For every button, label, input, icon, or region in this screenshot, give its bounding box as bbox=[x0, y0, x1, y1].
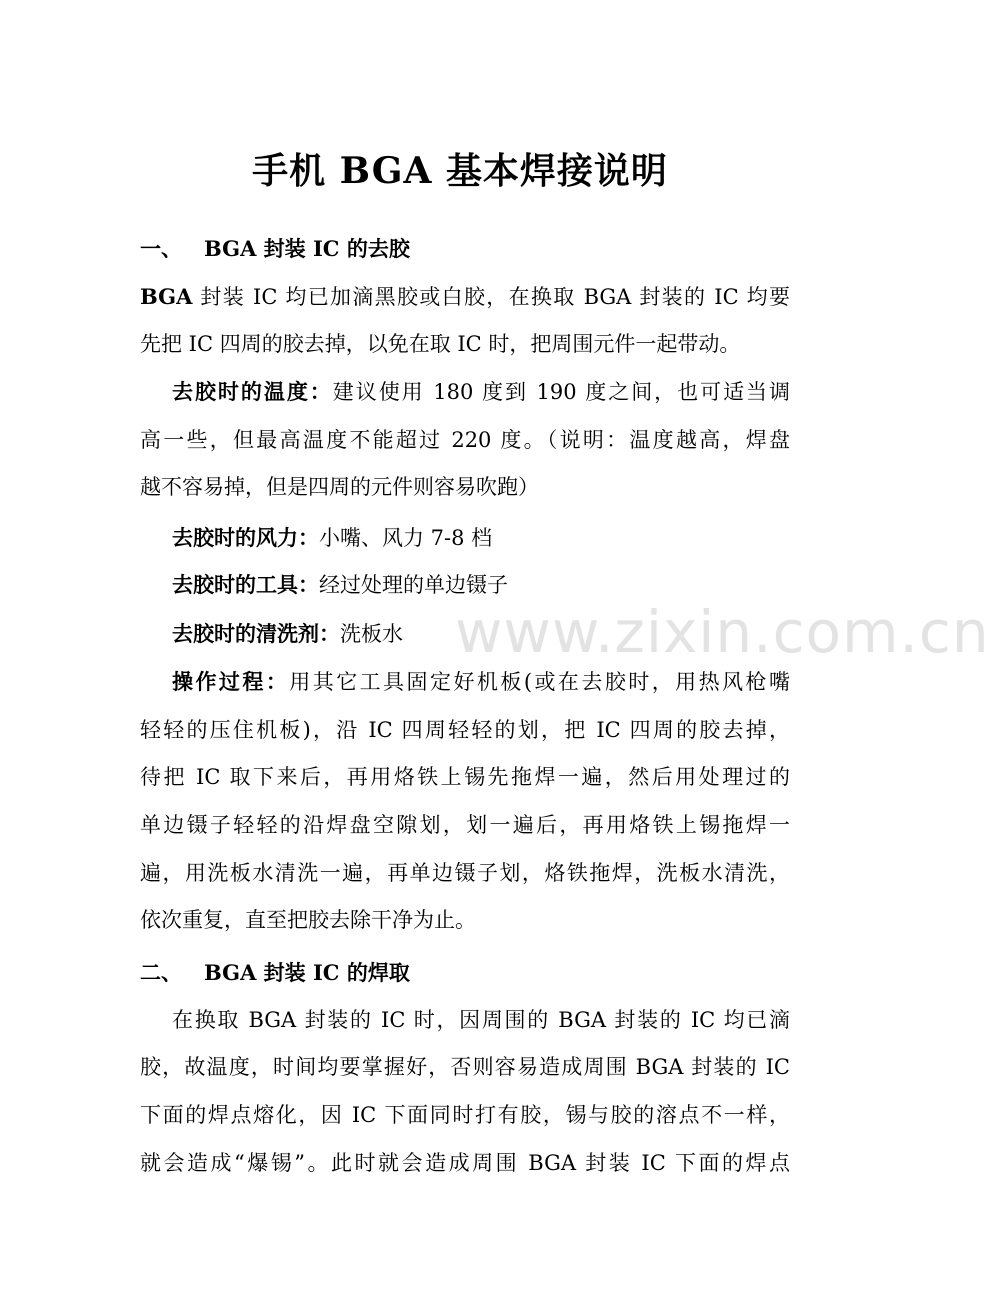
line-text: 建议使用 180 度到 190 度之间，也可适当调 bbox=[332, 380, 791, 404]
paragraph-line bbox=[140, 714, 790, 744]
section-heading-2 bbox=[140, 957, 410, 987]
line-text: 胶，故温度，时间均要掌握好，否则容易造成周围 BGA 封装的 IC bbox=[140, 1055, 790, 1079]
paragraph-line bbox=[140, 809, 790, 839]
line-text: 经过处理的单边镊子 bbox=[319, 573, 508, 597]
line-text: 越不容易掉，但是四周的元件则容易吹跑） bbox=[140, 475, 539, 499]
paragraph-line bbox=[172, 618, 790, 648]
paragraph-line bbox=[140, 424, 790, 454]
line-text: 单边镊子轻轻的沿焊盘空隙划，划一遍后，再用烙铁上锡拖焊一 bbox=[140, 813, 790, 837]
line-text: 高一些，但最高温度不能超过 220 度。（说明：温度越高，焊盘 bbox=[140, 428, 790, 452]
line-text: 在换取 BGA 封装的 IC 时，因周围的 BGA 封装的 IC 均已滴 bbox=[172, 1008, 790, 1032]
label-temperature: 去胶时的温度： bbox=[172, 379, 333, 404]
label-process: 操作过程： bbox=[172, 669, 290, 694]
paragraph-line bbox=[172, 1004, 790, 1034]
section-number: 一、 bbox=[140, 236, 182, 261]
paragraph-line bbox=[172, 666, 790, 696]
line-text: 依次重复，直至把胶去除干净为止。 bbox=[140, 908, 476, 932]
paragraph-line bbox=[140, 281, 790, 311]
paragraph-line bbox=[172, 522, 790, 552]
section-number: 二、 bbox=[140, 960, 182, 985]
label-wind: 去胶时的风力： bbox=[172, 525, 319, 550]
line-text: 轻轻的压住机板)，沿 IC 四周轻轻的划，把 IC 四周的胶去掉， bbox=[140, 718, 790, 742]
line-text: 用其它工具固定好机板(或在去胶时，用热风枪嘴 bbox=[289, 670, 791, 694]
document-title: 手机 BGA 基本焊接说明 bbox=[252, 150, 668, 192]
label-cleaner: 去胶时的清洗剂： bbox=[172, 621, 340, 646]
label-tool: 去胶时的工具： bbox=[172, 572, 319, 597]
paragraph-line bbox=[140, 1051, 790, 1081]
paragraph-line bbox=[172, 376, 790, 406]
paragraph-line bbox=[140, 471, 790, 501]
paragraph-line bbox=[140, 1147, 790, 1177]
paragraph-line bbox=[172, 569, 790, 599]
line-text: 就会造成“爆锡”。此时就会造成周围 BGA 封装 IC 下面的焊点 bbox=[140, 1151, 790, 1175]
line-text: 小嘴、风力 7-8 档 bbox=[319, 526, 493, 550]
paragraph-line bbox=[140, 328, 790, 358]
section-heading-1 bbox=[140, 233, 410, 263]
line-text: 待把 IC 取下来后，再用烙铁上锡先拖焊一遍，然后用处理过的 bbox=[140, 765, 790, 789]
line-text: 遍，用洗板水清洗一遍，再单边镊子划，烙铁拖焊，洗板水清洗， bbox=[140, 861, 790, 885]
paragraph-line bbox=[140, 1099, 790, 1129]
paragraph-line bbox=[140, 857, 790, 887]
watermark: www.zixin.com.cn bbox=[455, 598, 990, 666]
line-text: 洗板水 bbox=[340, 622, 403, 646]
line-text: 下面的焊点熔化，因 IC 下面同时打有胶，锡与胶的溶点不一样， bbox=[140, 1103, 790, 1127]
section-title: BGA 封装 IC 的去胶 bbox=[204, 236, 410, 261]
line-text: 先把 IC 四周的胶去掉，以免在取 IC 时，把周围元件一起带动。 bbox=[140, 332, 741, 356]
line-text: 封装 IC 均已加滴黑胶或白胶，在换取 BGA 封装的 IC 均要 bbox=[192, 285, 790, 309]
paragraph-line bbox=[140, 904, 790, 934]
bold-lead: BGA bbox=[140, 284, 193, 309]
paragraph-line bbox=[140, 761, 790, 791]
section-title: BGA 封装 IC 的焊取 bbox=[204, 960, 410, 985]
